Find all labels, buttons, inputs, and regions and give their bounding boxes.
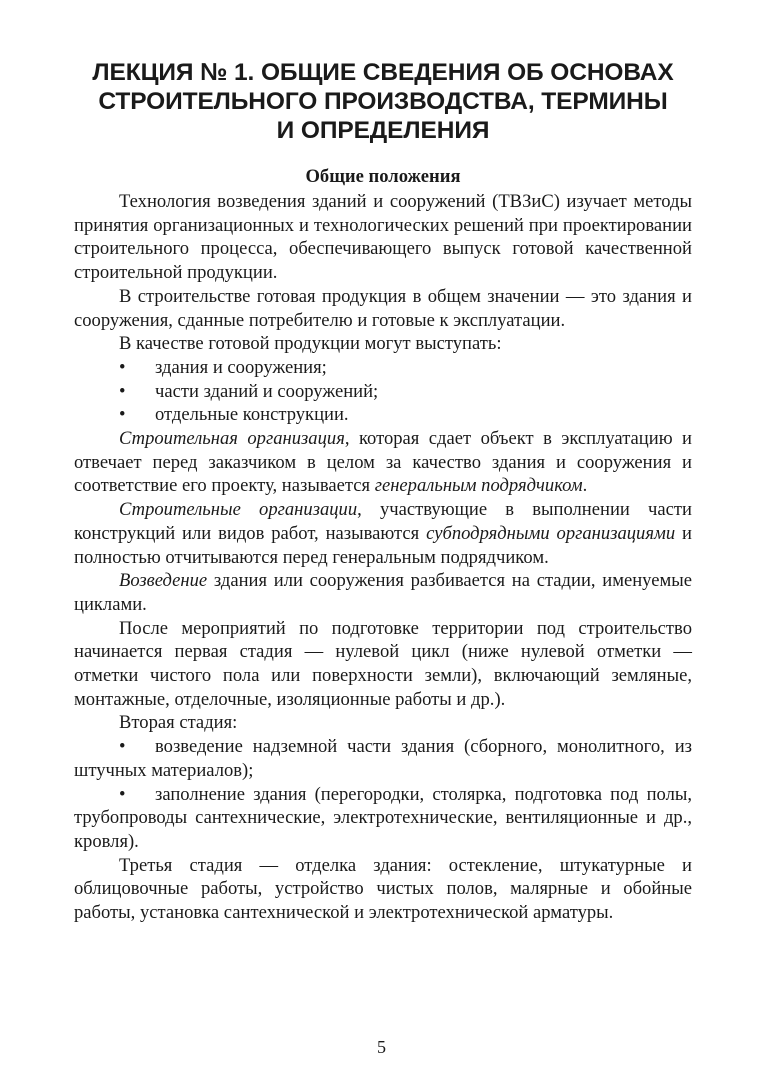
lecture-title [74, 58, 692, 145]
list-item: • заполнение здания (перегородки, столярка, подготовка под полы, трубопроводы сантехнические, электротехнические, вентиляционные и др., кровля). [74, 783, 692, 852]
bullet-icon: • [119, 404, 126, 426]
second-stage-list [74, 735, 692, 854]
paragraph-third-stage: Третья стадия — отделка здания: остекление, штукатурные и облицовочные работы, устройство чистых полов, малярные и обойные работы, установка сантехнической и электротехнической арматуры. [74, 854, 692, 924]
list-item: • части зданий и сооружений; [119, 380, 379, 402]
page-content [74, 0, 692, 925]
term-subcontractors: субподрядными организациями [426, 522, 676, 544]
paragraph-product-types-intro: В качестве готовой продукции могут выступать: [119, 333, 502, 355]
term-erection: Возведение [119, 570, 208, 592]
paragraph-subcontractors: Строительные организации, участвующие в выполнении части конструкций или видов работ, называются субподрядными организациями и полностью отчитываются перед генеральным подрядчиком. [74, 499, 692, 568]
list-item: • здания и сооружения; [119, 356, 327, 378]
title-line-1: ЛЕКЦИЯ № 1. ОБЩИЕ СВЕДЕНИЯ ОБ ОСНОВАХ [92, 59, 674, 86]
section-heading: Общие положения [305, 166, 461, 187]
list-item: • отдельные конструкции. [119, 404, 349, 426]
bullet-icon: • [119, 783, 126, 805]
bullet-icon: • [119, 380, 126, 402]
title-line-3: И ОПРЕДЕЛЕНИЯ [276, 117, 490, 144]
term-construction-organization: Строительная организация [119, 428, 345, 450]
paragraph-tvzis: Технология возведения зданий и сооружений (ТВЗиС) изучает методы принятия организационных и технологических решений при проектировании строительного процесса, обеспечивающего выпуск готовой качественной строительной продукции. [74, 191, 692, 284]
paragraph-second-stage: Вторая стадия: [119, 712, 238, 734]
paragraph-zero-cycle: После мероприятий по подготовке территории под строительство начинается первая стадия — нулевой цикл (ниже нулевой отметки — отметки чистого пола или поверхности земли), включающий земляные, монтажные, отделочные, изоляционные работы и др.). [74, 617, 692, 710]
paragraph-general-contractor: Строительная организация, которая сдает объект в эксплуатацию и отвечает перед заказчиком в целом за качество здания и сооружения и соответствие его проекту, называется генеральным подрядчиком. [74, 428, 692, 497]
product-types-list [74, 356, 692, 427]
bullet-icon: • [119, 356, 126, 378]
page-number: 5 [377, 1037, 386, 1057]
paragraph-erection-stages: Возведение здания или сооружения разбивается на стадии, именуемые циклами. [74, 570, 692, 615]
paragraph-finished-product: В строительстве готовая продукция в общем значении — это здания и сооружения, сданные потребителю и готовые к эксплуатации. [74, 285, 692, 331]
term-general-contractor: генеральным подрядчиком [374, 475, 583, 497]
list-item: • возведение надземной части здания (сборного, монолитного, из штучных материалов); [74, 736, 692, 781]
title-line-2: СТРОИТЕЛЬНОГО ПРОИЗВОДСТВА, ТЕРМИНЫ [98, 88, 668, 115]
term-construction-organizations: Строительные организации [119, 499, 358, 521]
bullet-icon: • [119, 736, 126, 758]
